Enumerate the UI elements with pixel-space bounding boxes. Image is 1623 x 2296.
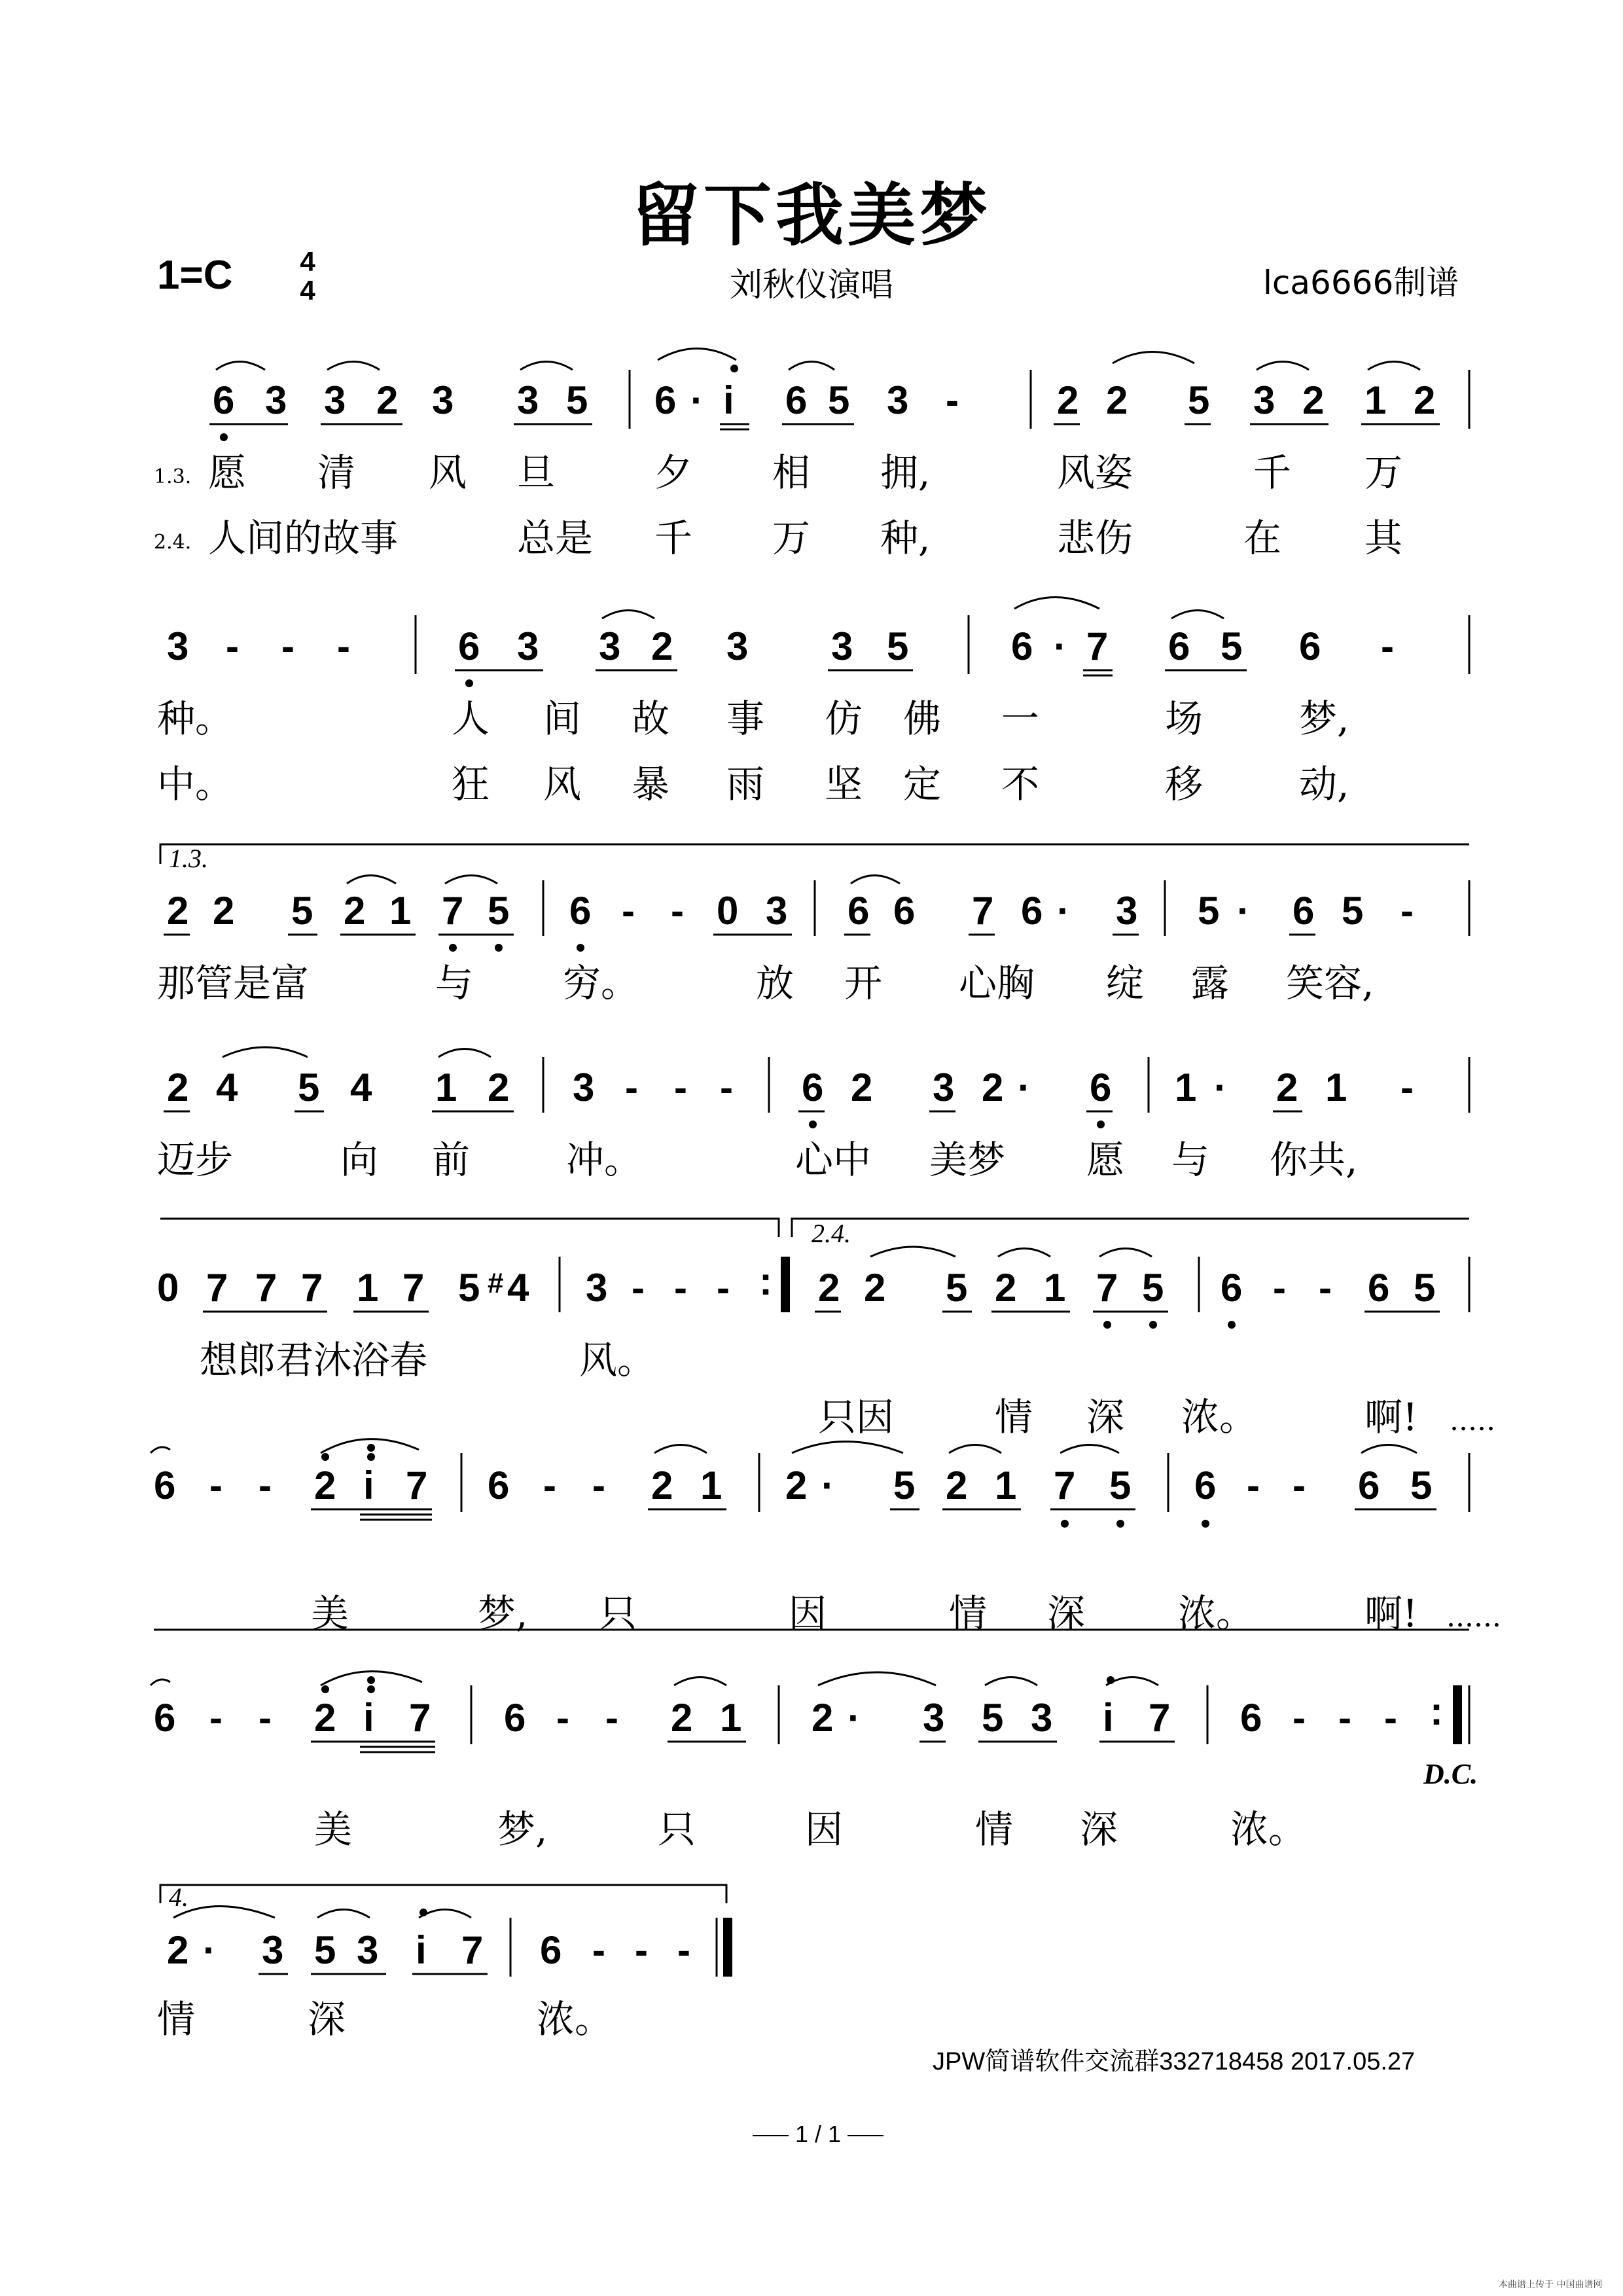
svg-text:2: 2 [785, 1463, 808, 1507]
svg-text:5: 5 [488, 889, 510, 933]
svg-text:i: i [363, 1463, 374, 1507]
svg-text:1: 1 [995, 1463, 1017, 1507]
system-5-notes [157, 1259, 1435, 1310]
svg-text:3: 3 [1031, 1696, 1053, 1740]
svg-text:6: 6 [488, 1463, 510, 1507]
lyric: 总是 [517, 516, 594, 560]
lyric: 仿 [825, 696, 863, 741]
lyric: 暴 [632, 762, 670, 806]
lyric: 穷。 [563, 961, 639, 1005]
svg-text:-: - [605, 1696, 618, 1740]
svg-text:-: - [674, 1066, 687, 1109]
svg-text:i: i [416, 1928, 427, 1972]
svg-text:#: # [488, 1267, 504, 1299]
lyric: 美 [311, 1591, 349, 1636]
lyric: 千 [654, 516, 693, 560]
svg-text:·: · [821, 1463, 834, 1507]
svg-text:2: 2 [818, 1266, 840, 1310]
lyric: 情 [975, 1807, 1014, 1852]
page-number [746, 2121, 890, 2148]
svg-text:3: 3 [599, 624, 621, 668]
lyric: 你共, [1270, 1138, 1358, 1182]
svg-text:5: 5 [1142, 1266, 1164, 1310]
lyric: 其 [1364, 516, 1403, 560]
lyric: 移 [1165, 762, 1204, 806]
svg-text:2: 2 [946, 1463, 968, 1507]
svg-text:5: 5 [946, 1266, 968, 1310]
lyric: 只 [658, 1807, 696, 1852]
svg-text:·: · [1054, 624, 1067, 668]
svg-text:1: 1 [389, 889, 412, 933]
svg-text:-: - [717, 1266, 730, 1310]
system-3-lyrics [157, 961, 1374, 1005]
lyric: 种, [880, 516, 931, 560]
svg-text:2: 2 [671, 1696, 693, 1740]
svg-text:7: 7 [461, 1928, 484, 1972]
system-8-notes [167, 1928, 690, 1972]
system-2-notes [167, 624, 1394, 668]
svg-text:6: 6 [1021, 889, 1043, 933]
svg-text:1: 1 [1044, 1266, 1066, 1310]
lyric: 愿 [1086, 1138, 1125, 1182]
time-signature-bottom: 4 [300, 275, 315, 306]
lyric: 情 [995, 1395, 1033, 1439]
svg-text:5: 5 [298, 1066, 320, 1109]
svg-text:3: 3 [517, 378, 539, 422]
svg-text:·: · [847, 1696, 861, 1740]
svg-text:6: 6 [654, 378, 677, 422]
svg-text:3: 3 [586, 1266, 608, 1310]
svg-text:6: 6 [213, 378, 235, 422]
svg-text:-: - [671, 889, 684, 933]
lyric: 人 [452, 696, 490, 741]
lyric: 深 [1080, 1807, 1118, 1852]
lyric: 啊! [1364, 1591, 1418, 1636]
lyric: 深 [308, 1997, 346, 2041]
svg-text:2: 2 [1276, 1066, 1298, 1109]
svg-text:5: 5 [1342, 889, 1364, 933]
svg-text:-: - [946, 378, 959, 422]
svg-text:-: - [1400, 1066, 1414, 1109]
svg-text:6: 6 [540, 1928, 562, 1972]
svg-text:-: - [635, 1928, 648, 1972]
verse-label-24: 2.4. [154, 531, 192, 554]
lyric: 雨 [726, 762, 765, 806]
svg-text:2: 2 [851, 1066, 873, 1109]
svg-text:6: 6 [847, 889, 870, 933]
lyric: 绽 [1106, 961, 1145, 1005]
svg-text:0: 0 [157, 1266, 179, 1310]
svg-text:5: 5 [1198, 889, 1220, 933]
lyric: 旦 [517, 450, 556, 495]
svg-text:0: 0 [717, 889, 739, 933]
svg-text:3: 3 [357, 1928, 379, 1972]
svg-text:1: 1 [1325, 1066, 1347, 1109]
ending-label-13: 1.3. [169, 844, 208, 873]
lyric: 佛 [903, 696, 942, 741]
svg-text:-: - [632, 1266, 645, 1310]
singer-credit: 刘秋仪演唱 [730, 266, 893, 304]
lyric: .....​ [1450, 1404, 1495, 1437]
svg-text:-: - [1293, 1463, 1306, 1507]
system-8 [157, 1882, 732, 2041]
svg-text:6: 6 [569, 889, 592, 933]
svg-text:3: 3 [887, 378, 909, 422]
lyric: 浓。 [1230, 1807, 1307, 1852]
system-6 [151, 1439, 1501, 1636]
svg-text:7: 7 [1149, 1696, 1171, 1740]
svg-text:3: 3 [1253, 378, 1275, 422]
svg-text:-: - [543, 1463, 556, 1507]
lyric: 前 [432, 1138, 471, 1182]
svg-text:-: - [1247, 1463, 1260, 1507]
svg-text:5: 5 [458, 1266, 480, 1310]
svg-text:·: · [1057, 889, 1070, 933]
svg-text:5: 5 [1221, 624, 1243, 668]
lyric: 风姿 [1057, 450, 1133, 495]
svg-text:i: i [1103, 1696, 1114, 1740]
lyric: 心胸 [959, 961, 1035, 1005]
svg-text:1: 1 [1175, 1066, 1197, 1109]
svg-text:6: 6 [1011, 624, 1033, 668]
song-title: 留下我美梦 [631, 175, 991, 255]
svg-text:3: 3 [262, 1928, 284, 1972]
svg-text:3: 3 [573, 1066, 595, 1109]
system-8-lines [173, 1907, 732, 1977]
lyric: 中。 [157, 762, 234, 806]
system-7 [151, 1672, 1478, 1852]
lyric: 狂 [452, 762, 490, 806]
system-4 [157, 1047, 1469, 1182]
svg-text:3: 3 [831, 624, 853, 668]
svg-text:5: 5 [1188, 378, 1210, 422]
lyric: 故 [632, 696, 670, 741]
lyric: 开 [844, 961, 883, 1005]
lyric: 愿 [208, 450, 247, 495]
lyric: 夕 [654, 450, 693, 495]
lyric: 拥, [880, 450, 931, 495]
svg-text:2: 2 [651, 624, 673, 668]
svg-text:7: 7 [1086, 624, 1109, 668]
svg-text:-: - [592, 1928, 605, 1972]
svg-text:6: 6 [785, 378, 808, 422]
svg-text:-: - [1338, 1696, 1351, 1740]
system-6-lines [151, 1439, 1469, 1520]
svg-text:6: 6 [154, 1463, 176, 1507]
svg-text:2: 2 [1302, 378, 1325, 422]
system-6-notes [154, 1463, 1432, 1507]
svg-text:-: - [1400, 889, 1414, 933]
svg-text:-: - [281, 624, 294, 668]
svg-text:6: 6 [893, 889, 916, 933]
lyric: 定 [903, 762, 942, 806]
svg-text:·: · [1237, 889, 1250, 933]
lyric: 场 [1165, 696, 1204, 741]
system-2 [157, 598, 1469, 807]
svg-text:-: - [720, 1066, 733, 1109]
system-2-lyrics [157, 696, 1349, 806]
svg-text:4: 4 [350, 1066, 372, 1109]
svg-text:7: 7 [406, 1463, 428, 1507]
lyric: 情 [157, 1997, 196, 2041]
system-7-lyrics [314, 1807, 1306, 1852]
lyric: 梦, [478, 1591, 528, 1636]
svg-text:6: 6 [1090, 1066, 1112, 1109]
svg-text:5: 5 [982, 1696, 1004, 1740]
svg-text:3: 3 [324, 378, 346, 422]
svg-text:3: 3 [726, 624, 749, 668]
svg-text:6: 6 [1299, 624, 1321, 668]
svg-text:7: 7 [1054, 1463, 1076, 1507]
svg-text:-: - [1319, 1266, 1332, 1310]
svg-text:2: 2 [1414, 378, 1436, 422]
svg-text:3: 3 [265, 378, 287, 422]
svg-text:2: 2 [213, 889, 235, 933]
lyric: 动, [1299, 762, 1349, 806]
svg-text:1: 1 [720, 1696, 742, 1740]
lyric: 深 [1047, 1591, 1086, 1636]
lyric: 只 [599, 1591, 637, 1636]
svg-text:2: 2 [864, 1266, 886, 1310]
svg-text:5: 5 [1410, 1463, 1433, 1507]
svg-text:3: 3 [432, 378, 454, 422]
system-8-lyrics [157, 1997, 613, 2041]
lyric: 人间的故事 [208, 516, 399, 560]
svg-text:-: - [337, 624, 350, 668]
svg-text:3: 3 [766, 889, 788, 933]
svg-text:7: 7 [402, 1266, 425, 1310]
svg-text:6: 6 [1293, 889, 1315, 933]
svg-text:7: 7 [409, 1696, 431, 1740]
svg-text:-: - [259, 1696, 272, 1740]
svg-text:7: 7 [972, 889, 994, 933]
svg-text:6: 6 [1194, 1463, 1217, 1507]
svg-text:i: i [723, 378, 734, 422]
lyric: 与 [1171, 1138, 1210, 1182]
lyric: 情 [949, 1591, 988, 1636]
lyric: 深 [1086, 1395, 1125, 1439]
svg-text:-: - [674, 1266, 687, 1310]
svg-text:5: 5 [887, 624, 909, 668]
svg-text:-: - [209, 1696, 223, 1740]
lyric: 清 [317, 450, 356, 495]
svg-text:6: 6 [504, 1696, 526, 1740]
svg-text:2: 2 [995, 1266, 1017, 1310]
lyric: 风。 [579, 1338, 656, 1382]
svg-text:-: - [1381, 624, 1394, 668]
lyric: 浓。 [537, 1997, 613, 2041]
svg-text:5: 5 [566, 378, 588, 422]
svg-text:5: 5 [291, 889, 313, 933]
system-1-notes [213, 378, 1435, 422]
lyric: 悲伤 [1057, 516, 1133, 560]
svg-text:6: 6 [1358, 1463, 1380, 1507]
lyric: 梦, [497, 1807, 548, 1852]
system-5 [157, 1219, 1495, 1439]
svg-text:1: 1 [700, 1463, 722, 1507]
svg-text:5: 5 [828, 378, 850, 422]
svg-text:2: 2 [812, 1696, 834, 1740]
svg-text:-: - [1384, 1696, 1397, 1740]
svg-text:5: 5 [1109, 1463, 1132, 1507]
lyric: 风 [543, 762, 582, 806]
svg-text:5: 5 [314, 1928, 336, 1972]
lyric: 啊! [1364, 1395, 1418, 1439]
svg-text:1: 1 [435, 1066, 457, 1109]
system-4-lyrics [157, 1138, 1357, 1182]
svg-text:6: 6 [1168, 624, 1190, 668]
svg-text:-: - [625, 1066, 638, 1109]
svg-text:-: - [622, 889, 635, 933]
svg-text:2: 2 [982, 1066, 1004, 1109]
svg-text:i: i [363, 1696, 374, 1740]
svg-text:·: · [690, 378, 704, 422]
system-3-notes [167, 889, 1414, 933]
lyric: 事 [726, 696, 765, 741]
ending-label-4: 4. [169, 1882, 188, 1912]
lyric: 向 [340, 1138, 379, 1182]
svg-text:6: 6 [1368, 1266, 1390, 1310]
svg-text::: : [1430, 1689, 1443, 1733]
svg-text:6: 6 [1240, 1696, 1262, 1740]
svg-text:7: 7 [442, 889, 464, 933]
svg-text:-: - [556, 1696, 569, 1740]
svg-text:2: 2 [167, 1928, 189, 1972]
key-signature: 1=C [157, 253, 233, 298]
system-1 [154, 349, 1469, 561]
svg-text:3: 3 [167, 624, 189, 668]
lyric: 放 [756, 961, 794, 1005]
svg-text:2: 2 [314, 1463, 336, 1507]
svg-text:2: 2 [376, 378, 399, 422]
lyric: 只因 [818, 1395, 895, 1439]
svg-text:7: 7 [206, 1266, 228, 1310]
lyric: 冲。 [566, 1138, 643, 1182]
svg-text:4: 4 [216, 1066, 238, 1109]
svg-text:6: 6 [1221, 1266, 1243, 1310]
verse-label-13: 1.3. [154, 465, 192, 488]
svg-text:1: 1 [357, 1266, 379, 1310]
lyric: 万 [772, 516, 811, 560]
svg-text:2: 2 [344, 889, 366, 933]
svg-text:6: 6 [802, 1066, 824, 1109]
svg-text:·: · [1018, 1066, 1031, 1109]
lyric: 因 [789, 1591, 827, 1636]
svg-text:2: 2 [314, 1696, 336, 1740]
time-signature-top: 4 [300, 246, 315, 277]
svg-text:2: 2 [167, 889, 189, 933]
lyric: 与 [435, 961, 474, 1005]
dc-marking: D.C. [1423, 1758, 1478, 1790]
lyric: 那管是富 [157, 961, 310, 1005]
lyric: 间 [543, 696, 582, 741]
lyric: 露 [1191, 961, 1230, 1005]
svg-text:5: 5 [1414, 1266, 1436, 1310]
svg-text:6: 6 [154, 1696, 176, 1740]
lyric: 千 [1253, 450, 1292, 495]
lyric: 在 [1243, 516, 1282, 560]
ending-label-24: 2.4. [812, 1219, 851, 1248]
svg-text:-: - [209, 1463, 223, 1507]
svg-text:2: 2 [167, 1066, 189, 1109]
svg-text:1: 1 [1364, 378, 1387, 422]
system-7-notes [154, 1689, 1443, 1740]
svg-text:3: 3 [923, 1696, 945, 1740]
svg-text:2: 2 [651, 1463, 673, 1507]
lyric: 一 [1001, 696, 1040, 741]
svg-text:3: 3 [933, 1066, 955, 1109]
arranger-credit: lca6666制谱 [1263, 264, 1459, 302]
lyric: 美梦 [929, 1138, 1006, 1182]
lyric: 万 [1364, 450, 1403, 495]
system-1-lyrics [154, 450, 1404, 560]
svg-text:3: 3 [1116, 889, 1138, 933]
lyric: 浓。 [1181, 1395, 1258, 1439]
svg-text:-: - [1273, 1266, 1286, 1310]
lyric: 笑容, [1286, 961, 1374, 1005]
lyric: 因 [805, 1807, 844, 1852]
svg-text:-: - [677, 1928, 690, 1972]
lyric: 种。 [157, 696, 234, 741]
lyric: 相 [772, 450, 811, 495]
svg-text:-: - [226, 624, 239, 668]
svg-text:6: 6 [458, 624, 480, 668]
svg-text:5: 5 [893, 1463, 916, 1507]
lyric: 浓。 [1178, 1591, 1255, 1636]
svg-text:-: - [1293, 1696, 1306, 1740]
svg-text:2: 2 [1106, 378, 1128, 422]
system-7-lines [151, 1672, 1469, 1752]
lyric: 迈步 [157, 1138, 234, 1182]
svg-text:7: 7 [301, 1266, 323, 1310]
lyric: 想郎君沐浴春 [200, 1338, 428, 1382]
svg-text:-: - [259, 1463, 272, 1507]
svg-text:7: 7 [1096, 1266, 1118, 1310]
svg-text:·: · [1214, 1066, 1227, 1109]
svg-text::: : [759, 1259, 772, 1303]
system-4-notes [167, 1066, 1414, 1109]
svg-text:4: 4 [507, 1266, 529, 1310]
svg-text:3: 3 [517, 624, 539, 668]
lyric: 心中 [795, 1138, 872, 1182]
system-3 [157, 844, 1469, 1005]
system-5-lyrics [200, 1338, 1495, 1439]
page-number-text: 1 / 1 [795, 2121, 842, 2147]
lyric: 美 [314, 1807, 353, 1852]
svg-text:2: 2 [488, 1066, 510, 1109]
upload-stamp: 本曲谱上传于 中国曲谱网 [1499, 2280, 1603, 2290]
lyric: 梦, [1299, 696, 1349, 741]
footer-credit: JPW简谱软件交流群332718458 2017.05.27 [933, 2048, 1416, 2075]
lyric: 坚 [825, 762, 863, 806]
svg-text:7: 7 [255, 1266, 277, 1310]
lyric: ...... [1446, 1600, 1501, 1634]
svg-text:-: - [592, 1463, 605, 1507]
svg-text:·: · [203, 1928, 216, 1972]
svg-text:2: 2 [1057, 378, 1079, 422]
lyric: 风 [429, 450, 467, 495]
lyric: 不 [1001, 762, 1040, 806]
